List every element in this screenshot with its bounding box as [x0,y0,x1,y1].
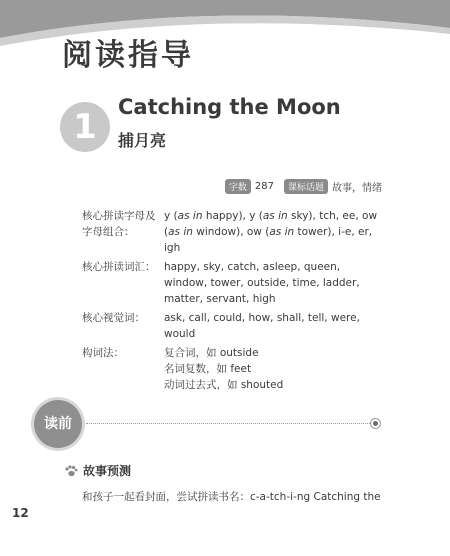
info-row-phonics-words [82,259,382,307]
info-row-word-formation [82,345,382,393]
sight-words-label: 核心视觉词： [82,312,145,324]
story-prediction-heading [64,462,131,479]
topic-tag: 课标话题 [284,179,328,194]
page-title: 阅读指导 [62,38,194,73]
body-text: 和孩子一起看封面，尝试拼读书名：c-a-tch-i-ng Catching the [82,491,381,503]
divider-end-dot-icon [370,418,381,429]
info-row-sight-words [82,310,382,342]
topic-value: 故事，情绪 [332,183,382,194]
info-table [82,208,382,396]
sight-words-value: ask, call, could, how, shall, tell, were, would [164,312,360,340]
word-count-value: 287 [254,181,274,192]
word-formation-label: 构词法： [82,347,124,359]
lesson-number: 1 [60,102,110,152]
section-divider [86,423,372,424]
word-formation-value [164,345,382,393]
word-formation-line: 名词复数，如 feet [164,363,252,375]
lesson-subtitle: 捕月亮 [118,131,167,150]
lesson-title: Catching the Moon [118,95,341,119]
meta-row [225,179,388,194]
phonics-label: 核心拼读字母及字母组合： [82,210,156,238]
section-heading-text: 故事预测 [83,464,132,478]
phonics-words-label: 核心拼读词汇： [82,261,156,273]
info-row-phonics [82,208,382,256]
phonics-value: y (as in happy), y (as in sky), tch, ee, ow (as in window), ow (as in tower), i-e, er, igh [164,210,378,254]
phonics-words-value: happy, sky, catch, asleep, queen, window, tower, outside, time, ladder, matter, servant, high [164,261,360,305]
before-reading-badge: 读前 [34,400,82,448]
word-formation-line: 复合词，如 outside [164,347,259,359]
paw-icon [64,465,78,477]
word-count-tag: 字数 [225,179,251,194]
word-formation-line: 动词过去式，如 shouted [164,379,284,391]
page-number: 12 [12,506,29,520]
